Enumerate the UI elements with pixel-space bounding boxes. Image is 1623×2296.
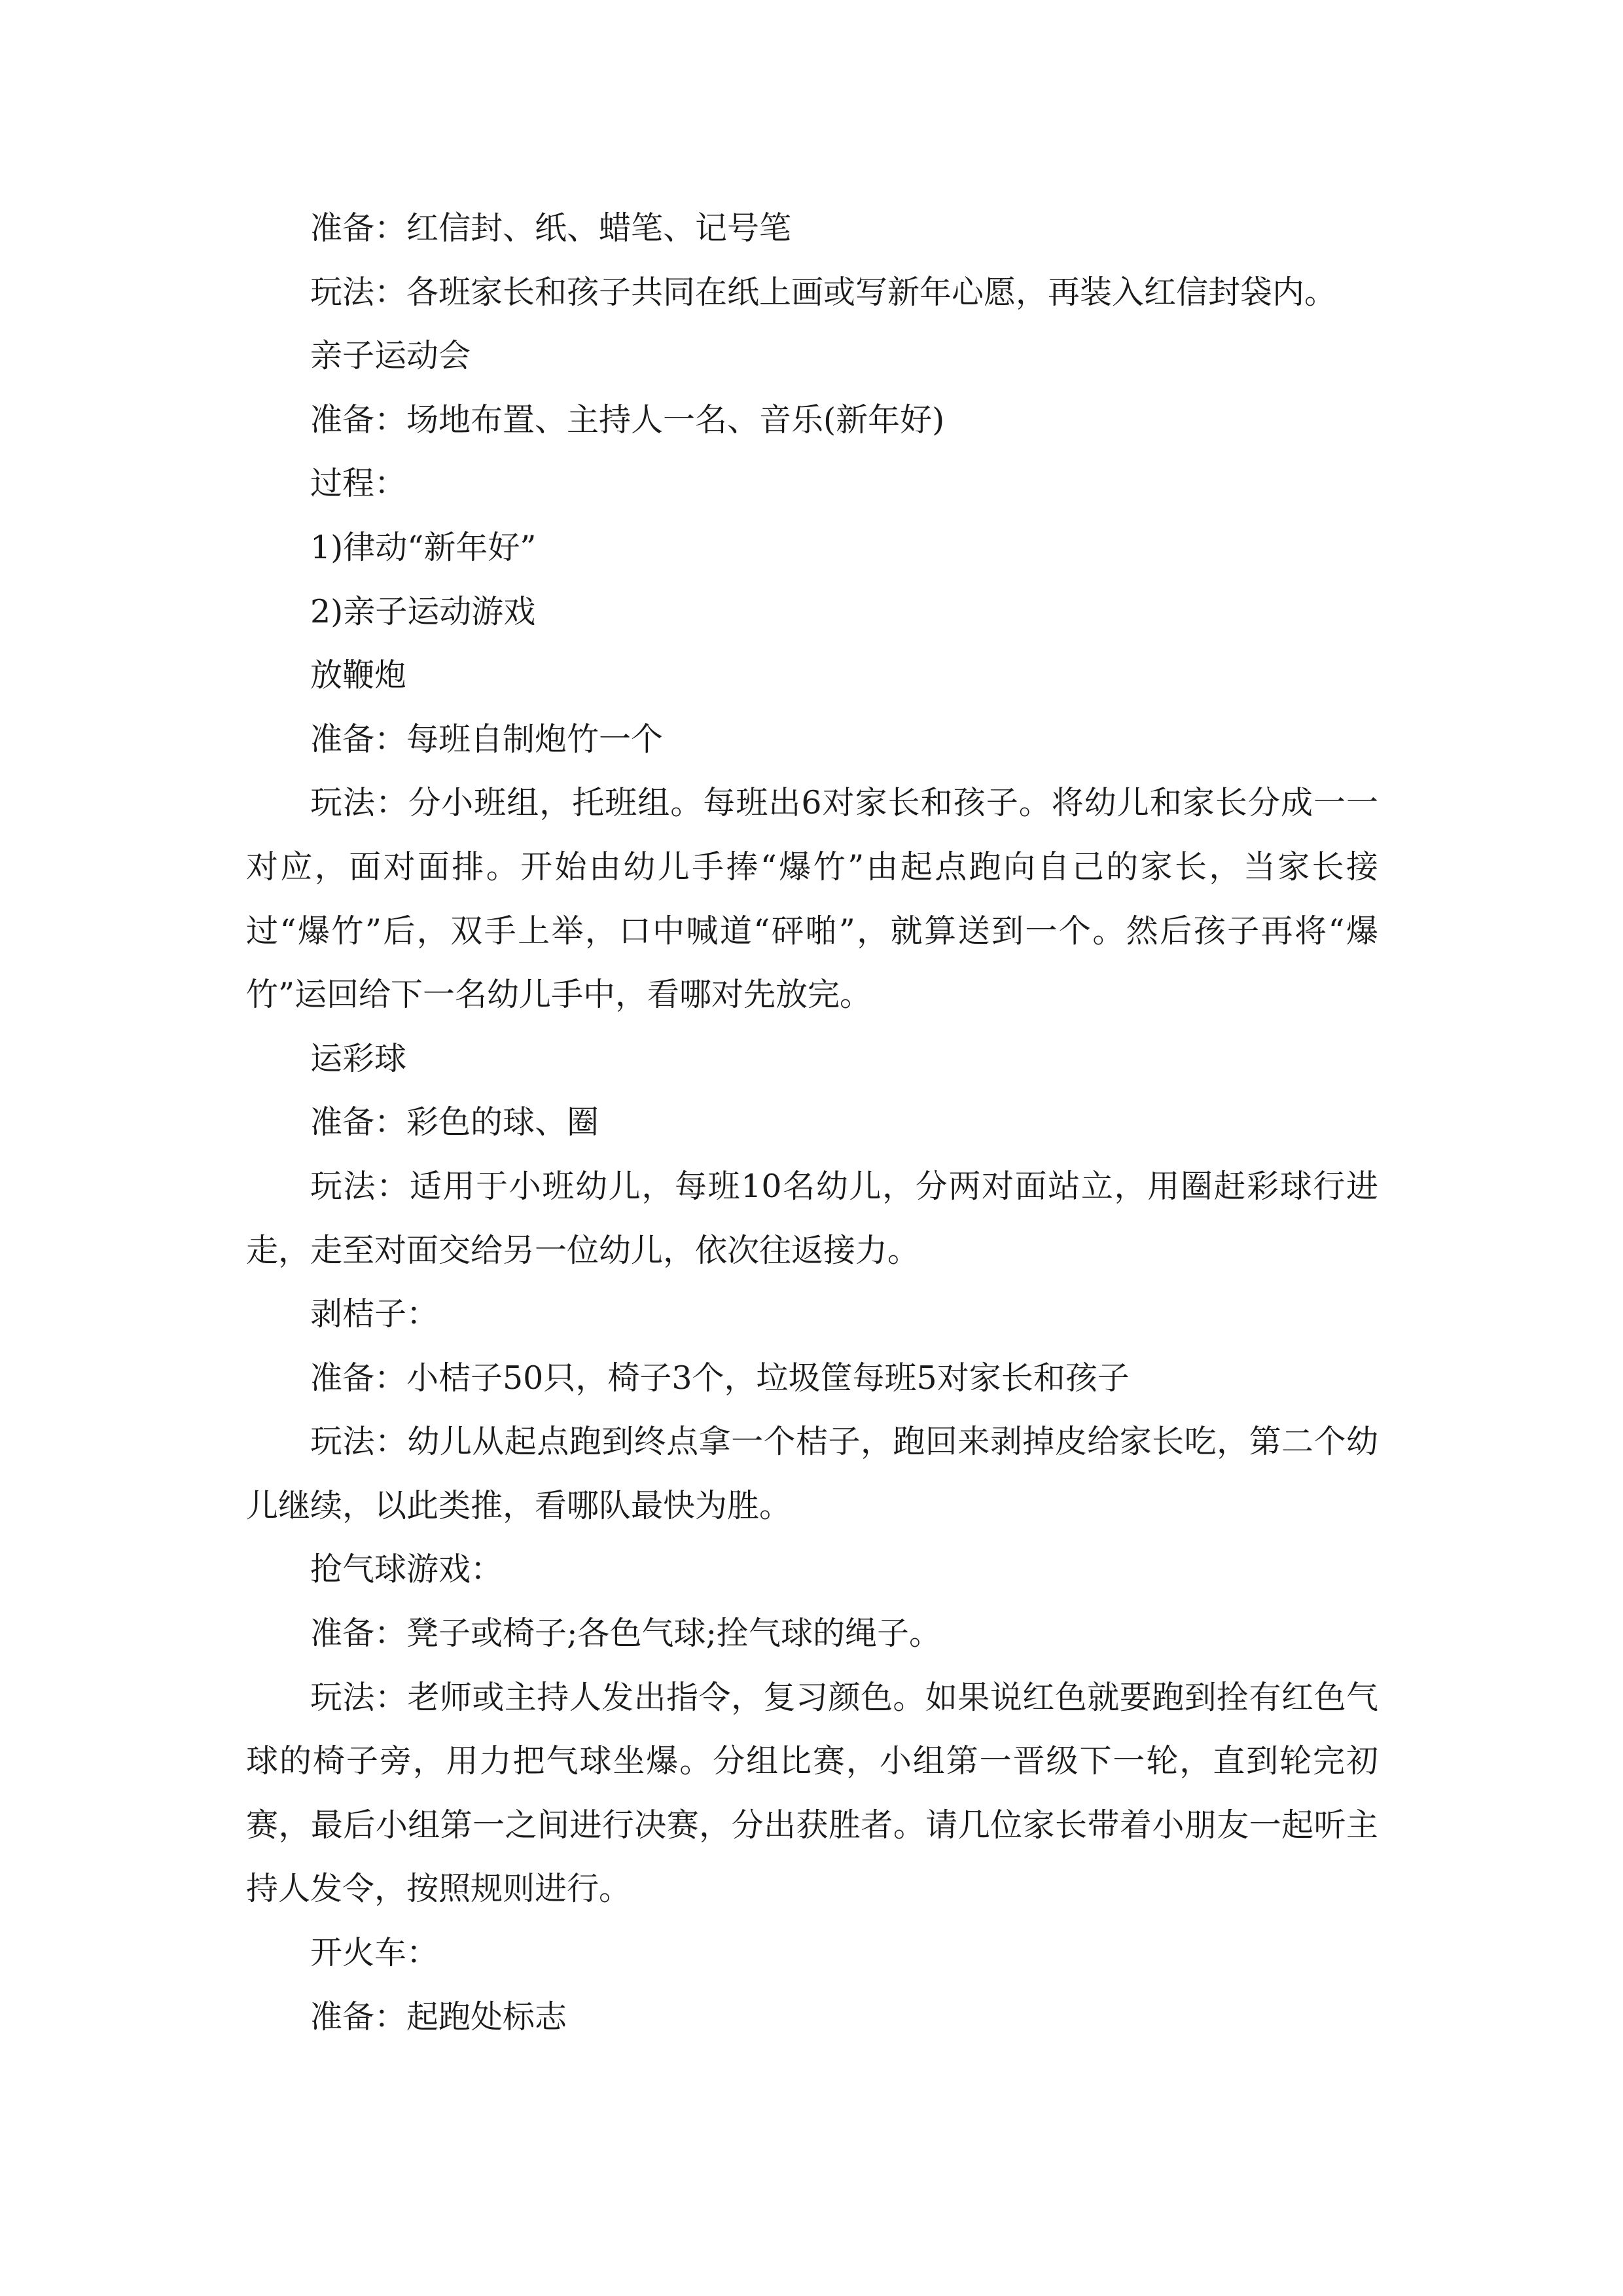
- section-heading-balloon-game: 抢气球游戏：: [310, 1551, 503, 1588]
- paragraph-prep-balloon-game: 准备：凳子或椅子;各色气球;拴气球的绳子。: [310, 1615, 942, 1653]
- paragraph-process-step-2: 2)亲子运动游戏: [310, 592, 536, 630]
- section-heading-color-ball: 运彩球: [310, 1039, 407, 1077]
- paragraph-rules-firecrackers: 玩法：分小班组，托班组。每班出6对家长和孩子。将幼儿和家长分成一一对应，面对面排。开始由幼儿手捧“爆竹”由起点跑向自己的家长，当家长接过“爆竹”后，双手上举，口中喊道“砰啪”，就算送到一个。然后孩子再将“爆竹”运回给下一名幼儿手中，看哪对先放完。: [246, 784, 1378, 1014]
- paragraph-rules-red-envelope: 玩法：各班家长和孩子共同在纸上画或写新年心愿，再装入红信封袋内。: [310, 273, 1337, 311]
- paragraph-prep-color-ball: 准备：彩色的球、圈: [310, 1103, 599, 1141]
- paragraph-rules-color-ball: 玩法：适用于小班幼儿，每班10名幼儿，分两对面站立，用圈赶彩球行进走，走至对面交给另一位幼儿，依次往返接力。: [246, 1167, 1378, 1269]
- paragraph-prep-firecrackers: 准备：每班自制炮竹一个: [310, 720, 664, 758]
- section-heading-train: 开火车：: [310, 1934, 439, 1972]
- document-body: [246, 196, 1378, 2049]
- section-heading-sports-meet: 亲子运动会: [310, 337, 471, 375]
- paragraph-rules-peel-orange: 玩法：幼儿从起点跑到终点拿一个桔子，跑回来剥掉皮给家长吃，第二个幼儿继续，以此类推，看哪队最快为胜。: [246, 1423, 1378, 1524]
- paragraph-process-step-1: 1)律动“新年好”: [310, 528, 537, 566]
- paragraph-prep-sports-meet: 准备：场地布置、主持人一名、音乐(新年好): [310, 401, 945, 439]
- section-heading-peel-orange: 剥桔子：: [310, 1295, 439, 1333]
- paragraph-prep-peel-orange: 准备：小桔子50只，椅子3个，垃圾筐每班5对家长和孩子: [310, 1359, 1130, 1397]
- paragraph-prep-train: 准备：起跑处标志: [310, 1998, 567, 2036]
- paragraph-process-label: 过程：: [310, 465, 407, 503]
- paragraph-prep-red-envelope: 准备：红信封、纸、蜡笔、记号笔: [310, 209, 792, 247]
- section-heading-firecrackers: 放鞭炮: [310, 656, 407, 694]
- paragraph-rules-balloon-game: 玩法：老师或主持人发出指令，复习颜色。如果说红色就要跑到拴有红色气球的椅子旁，用力把气球坐爆。分组比赛，小组第一晋级下一轮，直到轮完初赛，最后小组第一之间进行决赛，分出获胜者。请几位家长带着小朋友一起听主持人发令，按照规则进行。: [246, 1678, 1378, 1908]
